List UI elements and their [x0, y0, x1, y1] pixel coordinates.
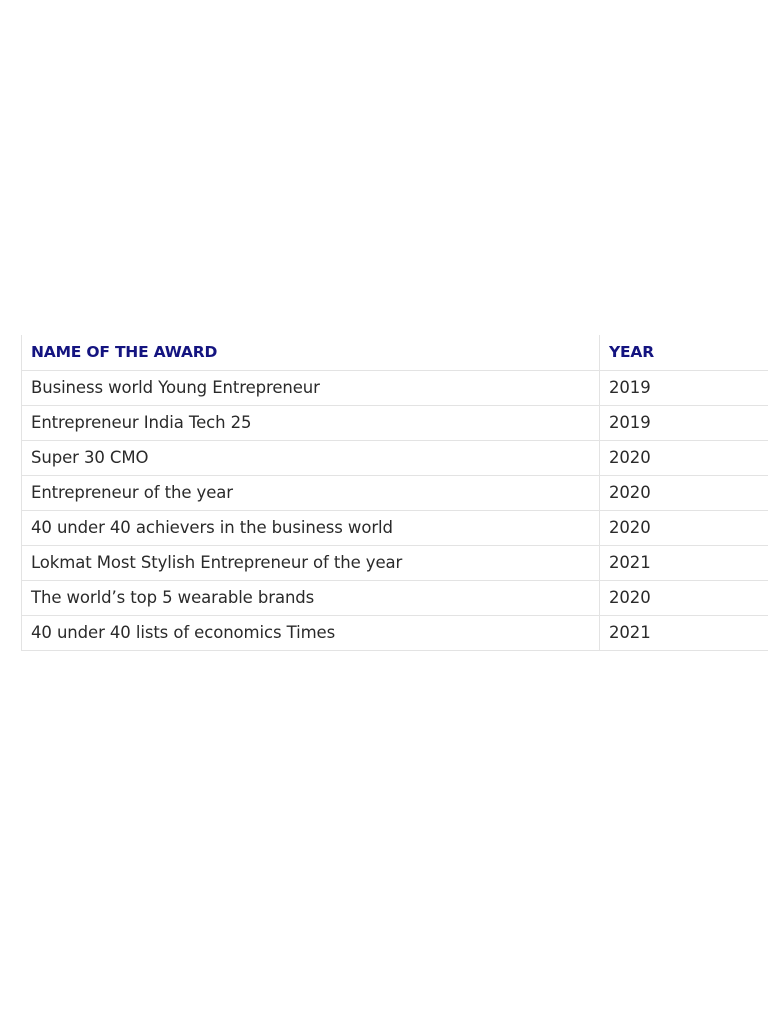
award-name-cell: Super 30 CMO [22, 440, 600, 475]
award-name-cell: 40 under 40 achievers in the business world [22, 510, 600, 545]
table-row [22, 545, 768, 580]
table-row [22, 615, 768, 650]
column-header-award-name: NAME OF THE AWARD [22, 335, 600, 370]
table-header-row [22, 335, 768, 370]
award-name-cell: Business world Young Entrepreneur [22, 370, 600, 405]
award-year-cell: 2020 [600, 510, 768, 545]
award-name-cell: Lokmat Most Stylish Entrepreneur of the year [22, 545, 600, 580]
table-row [22, 370, 768, 405]
award-year-cell: 2020 [600, 440, 768, 475]
award-name-cell: Entrepreneur India Tech 25 [22, 405, 600, 440]
award-year-cell: 2021 [600, 615, 768, 650]
award-year-cell: 2019 [600, 405, 768, 440]
table-row [22, 475, 768, 510]
award-year-cell: 2020 [600, 475, 768, 510]
award-name-cell: 40 under 40 lists of economics Times [22, 615, 600, 650]
award-year-cell: 2019 [600, 370, 768, 405]
table-row [22, 580, 768, 615]
award-year-cell: 2020 [600, 580, 768, 615]
table-row [22, 440, 768, 475]
column-header-year: YEAR [600, 335, 768, 370]
table-row [22, 510, 768, 545]
award-name-cell: The world’s top 5 wearable brands [22, 580, 600, 615]
award-year-cell: 2021 [600, 545, 768, 580]
award-name-cell: Entrepreneur of the year [22, 475, 600, 510]
awards-table [21, 335, 768, 651]
table-row [22, 405, 768, 440]
